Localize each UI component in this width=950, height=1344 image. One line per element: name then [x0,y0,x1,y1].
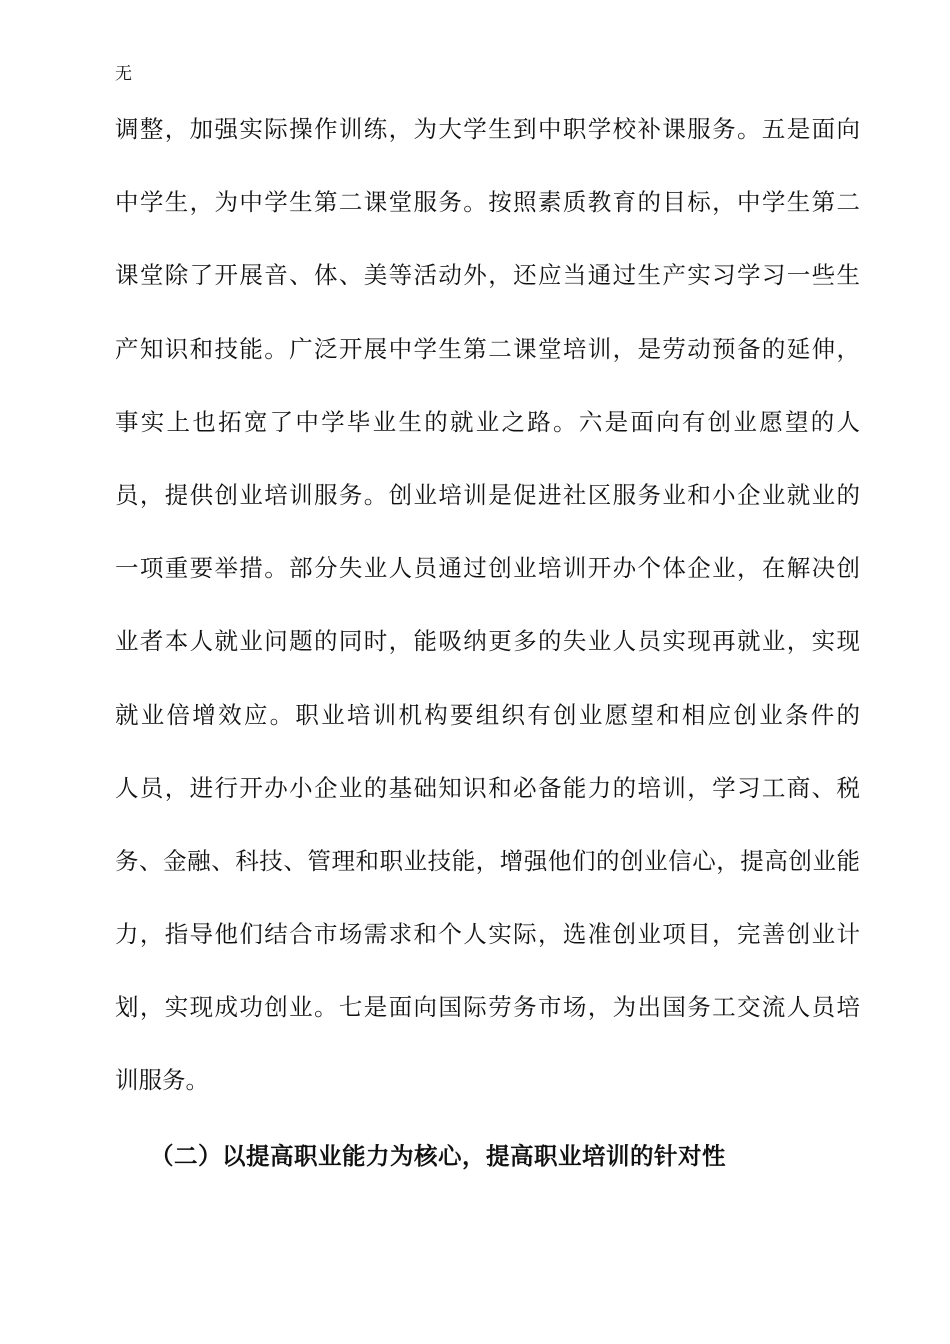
section-heading: （二）以提高职业能力为核心，提高职业培训的针对性 [150,1142,726,1170]
paragraph-line: 员，提供创业培训服务。创业培训是促进社区服务业和小企业就业的 [115,480,860,509]
paragraph-line: 课堂除了开展音、体、美等活动外，还应当通过生产实习学习一些生 [115,261,860,290]
paragraph-line: 就业倍增效应。职业培训机构要组织有创业愿望和相应创业条件的 [115,700,860,729]
header-mark: 无 [115,64,132,84]
paragraph-line: 训服务。 [115,1066,209,1095]
paragraph-line: 事实上也拓宽了中学毕业生的就业之路。六是面向有创业愿望的人 [115,407,860,436]
paragraph-line: 划，实现成功创业。七是面向国际劳务市场，为出国务工交流人员培 [115,993,860,1022]
paragraph-line: 力，指导他们结合市场需求和个人实际，选准创业项目，完善创业计 [115,920,860,949]
paragraph-line: 业者本人就业问题的同时，能吸纳更多的失业人员实现再就业，实现 [115,627,860,656]
paragraph-line: 一项重要举措。部分失业人员通过创业培训开办个体企业，在解决创 [115,554,860,583]
paragraph-line: 务、金融、科技、管理和职业技能，增强他们的创业信心，提高创业能 [115,846,860,875]
paragraph-line: 调整，加强实际操作训练，为大学生到中职学校补课服务。五是面向 [115,115,860,143]
paragraph-line: 中学生，为中学生第二课堂服务。按照素质教育的目标，中学生第二 [115,188,860,217]
body-paragraph [115,104,860,1129]
paragraph-line: 产知识和技能。广泛开展中学生第二课堂培训，是劳动预备的延伸， [115,334,860,363]
paragraph-line: 人员，进行开办小企业的基础知识和必备能力的培训，学习工商、税 [115,773,860,802]
